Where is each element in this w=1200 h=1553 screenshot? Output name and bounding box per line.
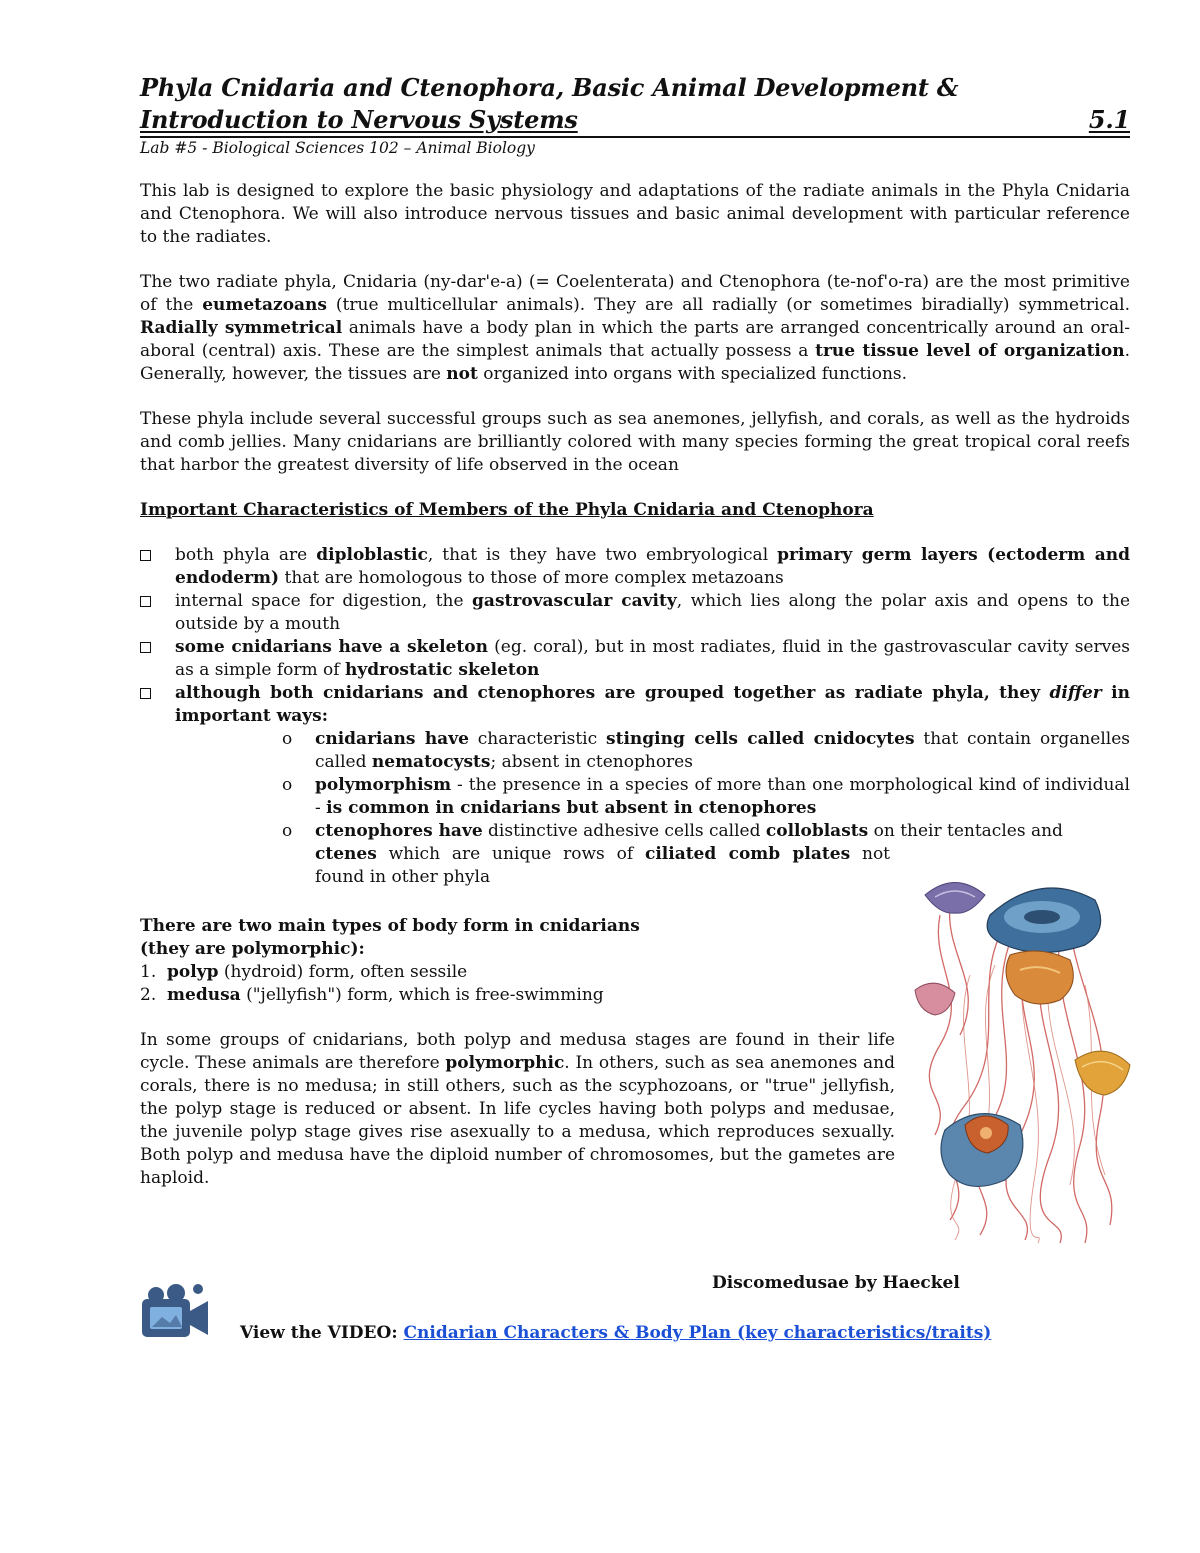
term: ctenes xyxy=(315,844,377,864)
sub-list-item xyxy=(282,728,1130,774)
text-run: found in other phyla xyxy=(315,867,491,887)
text-run: , that is they have two embryological xyxy=(427,545,778,565)
term-medusa: medusa xyxy=(167,985,241,1005)
text-run: - the presence in a species of more than one morphological kind of individual - xyxy=(315,775,1130,818)
term-polymorphic: polymorphic xyxy=(445,1053,565,1073)
characteristics-list xyxy=(140,544,1130,889)
text-run: characteristic xyxy=(468,729,607,749)
characteristics-heading: Important Characteristics of Members of the Phyla Cnidaria and Ctenophora xyxy=(140,500,874,520)
text-run: both phyla are xyxy=(175,545,317,565)
text-run: In some groups of cnidarians, both polyp and medusa stages are found in their life cycle. These animals are therefore xyxy=(140,1030,895,1073)
title-line-1: Phyla Cnidaria and Ctenophora, Basic Animal Development & xyxy=(140,73,959,102)
text-run: on their tentacles and xyxy=(868,821,1063,841)
term-eumetazoans: eumetazoans xyxy=(202,295,327,315)
intro-paragraph-3: These phyla include several successful groups such as sea anemones, jellyfish, and corals, as well as the hydroids and comb jellies. Many cnidarians are brilliantly colored with many species forming the great tropical coral reefs that harbor the greatest diversity of life observed in the ocean xyxy=(140,409,1130,475)
video-camera-icon xyxy=(140,1283,210,1343)
list-item xyxy=(140,961,895,984)
body-forms-heading-1: There are two main types of body form in cnidarians xyxy=(140,916,640,936)
list-item xyxy=(140,984,895,1007)
body-forms-heading-2: (they are polymorphic): xyxy=(140,939,365,959)
term: in important ways: xyxy=(175,683,1130,726)
figure-caption: Discomedusae by Haeckel xyxy=(712,1273,960,1293)
checkbox-bullet-icon xyxy=(140,688,151,699)
term: polymorphism xyxy=(315,775,452,795)
body-forms-section xyxy=(140,915,1130,1190)
term-polyp: polyp xyxy=(167,962,219,982)
video-row xyxy=(140,1283,1130,1353)
text-run: The two radiate phyla, Cnidaria (ny-dar'e-a) (= Coelenterata) and Ctenophora (te-nof'o-ra) are the most primitive of the xyxy=(140,272,1130,315)
text-run: ("jellyfish") form, which is free-swimming xyxy=(240,985,604,1005)
term: ciliated comb plates xyxy=(644,844,851,864)
term-differ: differ xyxy=(1049,683,1102,703)
term: is common in cnidarians but absent in ctenophores xyxy=(326,798,817,818)
term-not: not xyxy=(446,364,478,384)
list-item xyxy=(140,544,1130,590)
term: ctenophores have xyxy=(315,821,483,841)
sub-bullet-marker: o xyxy=(282,729,293,749)
title-line-2-text: Introduction to Nervous Systems xyxy=(140,105,578,134)
title-line-2 xyxy=(140,104,1130,138)
term: some cnidarians have a skeleton xyxy=(175,637,488,657)
text-run: not xyxy=(850,844,891,864)
intro-paragraph-1: This lab is designed to explore the basic physiology and adaptations of the radiate animals in the Phyla Cnidaria and Ctenophora. We will also introduce nervous tissues and basic animal development with particular reference to the radiates. xyxy=(140,181,1130,247)
term: primary germ layers (ectoderm and endoderm) xyxy=(175,545,1131,588)
lab-subtitle: Lab #5 - Biological Sciences 102 – Animal Biology xyxy=(140,139,535,157)
video-link[interactable]: Cnidarian Characters & Body Plan (key characteristics/traits) xyxy=(403,1323,992,1343)
text-run: . Generally, however, the tissues are xyxy=(140,341,1130,384)
term: hydrostatic skeleton xyxy=(344,660,540,680)
text-run: which are unique rows of xyxy=(376,844,645,864)
term: cnidarians have xyxy=(315,729,469,749)
video-link-line xyxy=(240,1323,991,1343)
video-label: View the VIDEO: xyxy=(240,1323,404,1343)
text-run: that contain organelles called xyxy=(315,729,1131,772)
text-run: (eg. coral), but in most radiates, fluid in the gastrovascular cavity serves as a simple form of xyxy=(175,637,1130,680)
term-radially-symmetrical: Radially symmetrical xyxy=(140,318,343,338)
text-run: that are homologous to those of more complex metazoans xyxy=(279,568,784,588)
list-item xyxy=(140,682,1130,889)
text-run: , which lies along the polar axis and opens to the outside by a mouth xyxy=(175,591,1130,634)
body-forms-text xyxy=(140,915,895,1190)
document-page xyxy=(140,72,1130,1212)
text-run: ; absent in ctenophores xyxy=(490,752,693,772)
text-run: organized into organs with specialized functions. xyxy=(477,364,908,384)
life-cycle-paragraph xyxy=(140,1029,895,1190)
checkbox-bullet-icon xyxy=(140,550,151,561)
sub-list-item xyxy=(282,774,1130,820)
checkbox-bullet-icon xyxy=(140,596,151,607)
text-run: (hydroid) form, often sessile xyxy=(218,962,468,982)
list-number: 2. xyxy=(140,985,157,1005)
list-item xyxy=(140,636,1130,682)
term: stinging cells called cnidocytes xyxy=(606,729,915,749)
text-run: distinctive adhesive cells called xyxy=(482,821,766,841)
list-item xyxy=(140,590,1130,636)
page-number: 5.1 xyxy=(1088,105,1130,134)
text-run: internal space for digestion, the xyxy=(175,591,473,611)
body-forms-list xyxy=(140,961,895,1007)
checkbox-bullet-icon xyxy=(140,642,151,653)
term: nematocysts xyxy=(371,752,491,772)
term: diploblastic xyxy=(316,545,428,565)
page-title xyxy=(140,72,1130,138)
sub-bullet-marker: o xyxy=(282,821,293,841)
text-run: animals have a body plan in which the parts are arranged concentrically around an oral-aboral (central) axis. These are the simplest animals that actually possess a xyxy=(140,318,1131,361)
sub-bullet-marker: o xyxy=(282,775,293,795)
text-run: . In others, such as sea anemones and corals, there is no medusa; in still others, such as the scyphozoans, or "true" jellyfish, the polyp stage is reduced or absent. In life cycles having both polyps and medusae, the juvenile polyp stage gives rise asexually to a medusa, which reproduces sexually. Both polyp and medusa have the diploid number of chromosomes, but the gametes are haploid. xyxy=(140,1053,895,1188)
sub-list xyxy=(175,728,1130,889)
list-number: 1. xyxy=(140,962,157,982)
text-run: (true multicellular animals). They are all radially (or sometimes biradially) symmetrical. xyxy=(327,295,1130,315)
term-tissue-level: true tissue level of organization xyxy=(815,341,1125,361)
intro-paragraph-2 xyxy=(140,271,1130,386)
term: although both cnidarians and ctenophores are grouped together as radiate phyla, they xyxy=(175,683,1050,703)
term: colloblasts xyxy=(765,821,869,841)
term: gastrovascular cavity xyxy=(472,591,677,611)
discomedusae-illustration xyxy=(910,875,1138,1245)
